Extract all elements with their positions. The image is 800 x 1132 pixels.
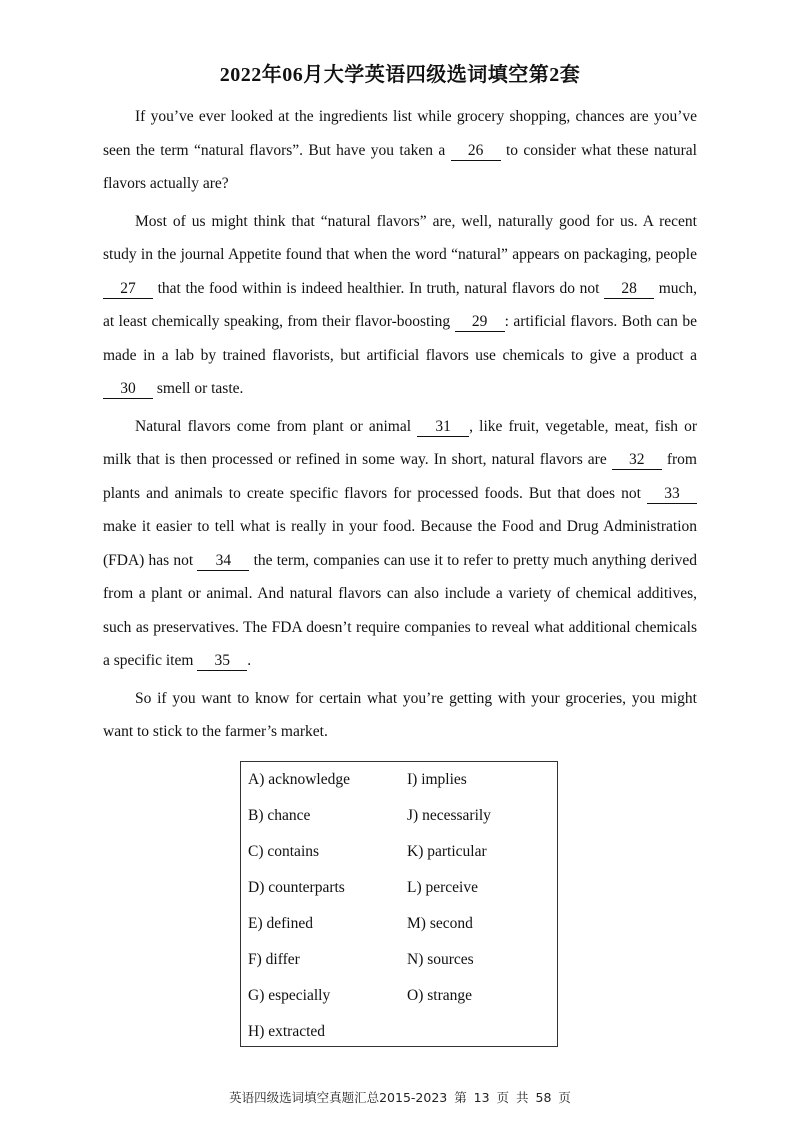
word-bank-right-column [407, 769, 491, 1021]
option-l: L) perceive [407, 879, 478, 896]
option-b: B) chance [248, 807, 311, 824]
paragraph-text: much, at least chemically speaking, from their flavor-boosting [103, 279, 697, 330]
option-d: D) counterparts [248, 879, 345, 896]
blank-31: 31 [417, 418, 469, 437]
blank-34: 34 [197, 552, 249, 571]
paragraph-text: . [247, 652, 252, 669]
paragraph-text: If you’ve ever looked at the ingredients list while grocery shopping, chances are you’ve seen the term “natural flavors”. But have you taken a [103, 108, 697, 159]
option-c: C) contains [248, 843, 320, 860]
paragraph-text: from plants and animals to create specific flavors for processed foods. But that does not [103, 451, 697, 502]
option-a: A) acknowledge [248, 771, 350, 788]
blank-27: 27 [103, 280, 153, 299]
paragraph-text: make it easier to tell what is really in your food. Because the Food and Drug Administration (FDA) has not [103, 518, 697, 569]
option-j: J) necessarily [407, 807, 491, 824]
paragraph-text: to consider what these natural flavors actually are? [103, 141, 697, 192]
paragraph-text: smell or taste. [153, 380, 244, 397]
page-footer: 英语四级选词填空真题汇总2015-2023 第 13 页 共 58 页 [229, 1090, 571, 1105]
option-n: N) sources [407, 951, 474, 968]
option-f: F) differ [248, 951, 300, 968]
option-m: M) second [407, 915, 473, 932]
paragraph-text: Natural flavors come from plant or animal [135, 417, 418, 435]
option-k: K) particular [407, 843, 487, 860]
paragraph-2 [103, 205, 697, 406]
blank-33: 33 [647, 485, 697, 504]
passage [103, 100, 697, 753]
option-i: I) implies [407, 771, 467, 788]
word-bank-box [240, 761, 558, 1047]
option-e: E) defined [248, 915, 313, 932]
paragraph-4 [103, 682, 697, 749]
paragraph-text: : artificial flavors. Both can be made in a lab by trained flavorists, but artificial flavors use chemicals to give a product a [103, 313, 697, 364]
blank-35: 35 [197, 652, 247, 671]
paragraph-text: the term, companies can use it to refer to pretty much anything derived from a plant or animal. And natural flavors can also include a variety of chemical additives, such as preservatives. The FDA doesn’t require companies to reveal what additional chemicals a specific item [103, 551, 697, 669]
paragraph-text: Most of us might think that “natural flavors” are, well, naturally good for us. A recent study in the journal Appetite found that when the word “natural” appears on packaging, people [103, 212, 697, 263]
page-title: 2022年06月大学英语四级选词填空第2套 [219, 64, 581, 86]
word-bank-left-column [248, 769, 350, 1057]
option-o: O) strange [407, 987, 472, 1004]
blank-28: 28 [604, 280, 654, 299]
paragraph-1 [103, 100, 697, 201]
blank-30: 30 [103, 380, 153, 399]
paragraph-text: that the food within is indeed healthier. In truth, natural flavors do not [153, 279, 605, 297]
blank-29: 29 [455, 313, 505, 332]
option-h: H) extracted [248, 1023, 326, 1040]
option-g: G) especially [248, 987, 331, 1004]
blank-32: 32 [612, 451, 662, 470]
blank-26: 26 [451, 142, 501, 161]
paragraph-text: So if you want to know for certain what you’re getting with your groceries, you might want to stick to the farmer’s market. [103, 689, 697, 740]
paragraph-text: , like fruit, vegetable, meat, fish or milk that is then processed or refined in some way. In short, natural flavors are [103, 417, 698, 468]
paragraph-3 [103, 410, 697, 678]
